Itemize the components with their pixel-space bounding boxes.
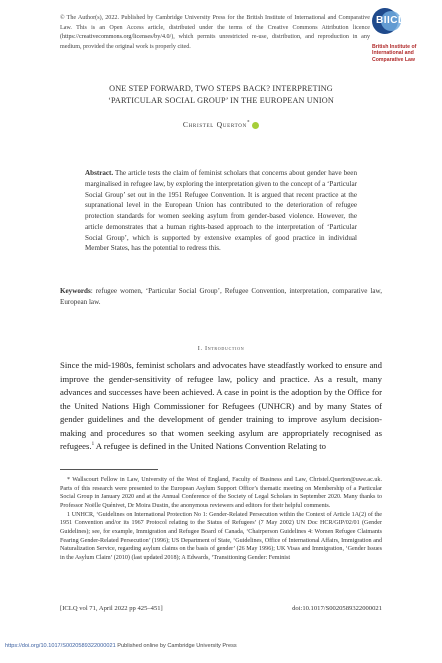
logo-line-2: International and: [372, 50, 414, 57]
author-byline: [60, 120, 382, 129]
footnotes: [60, 476, 382, 563]
footnote-star: [60, 476, 382, 511]
footnote-star-text: Wallscourt Fellow in Law, University of the West of England, Faculty of Business and Law,: [70, 477, 308, 483]
footnote-divider: [60, 469, 158, 470]
logo-line-3: Comparative Law: [372, 56, 415, 63]
abstract-label: Abstract.: [85, 169, 114, 177]
biicl-logo: [372, 8, 434, 63]
footnote-1: [60, 511, 382, 563]
license-link[interactable]: https://creativecommons.org/licenses/by/4.0/: [62, 34, 172, 41]
footnote-star-rest: . Parts of this research were presented to the European Asylum Support Office’s thematic meeting on Membership of a Particular Social Group in January 2020 and at the Annual Conference of the Society of Legal Scholars in September 2020. Many thanks to Professor Noëlle Quénivet, Dr Moira Dustin, the anonymous reviewers and editors for their helpful comments.: [60, 477, 382, 509]
logo-line-1: British Institute of: [372, 44, 417, 50]
doi-link[interactable]: https://doi.org/10.1017/S0020589322000021: [5, 643, 116, 649]
published-online-text: Published online by Cambridge University Press: [115, 643, 237, 649]
logo-text: [372, 44, 434, 63]
author-name: Christel Querton: [182, 120, 247, 129]
keywords-label: Keywords: [60, 287, 91, 295]
keywords-text: : refugee women, ‘Particular Social Group’, Refugee Convention, interpretation, comparative law, European law.: [60, 287, 382, 306]
abstract: [85, 168, 357, 254]
section-heading: I. Introduction: [197, 345, 245, 352]
body-text-a: Since the mid-1980s, feminist scholars and advocates have steadfastly worked to ensure and improve the gender-sensitivity of refugee law, policy and practice. As a result, many advances and successes have been achieved. A case in point is the adoption by the Office for the United Nations High Commissioner for Refugees (UNHCR) and by many States of gender guidelines and the development of gender training to improve asylum decision-making and procedures so that women seeking asylum are appropriately recognised as refugees.: [60, 360, 382, 451]
title-line-2: ‘PARTICULAR SOCIAL GROUP’ IN THE EUROPEAN UNION: [108, 95, 334, 105]
title-line-1: ONE STEP FORWARD, TWO STEPS BACK? INTERPRETING: [109, 84, 333, 93]
journal-footer: [60, 605, 382, 612]
copyright-text: © The Author(s), 2022. Published by Cambridge University Press for the British Institute of International and Comparative Law. This is an Open Access article, distributed under the terms of the Creative Commons Attribution licence (: [60, 15, 370, 41]
article-title: [60, 83, 382, 106]
cambridge-bottom-bar: [5, 643, 237, 649]
orcid-icon[interactable]: [252, 122, 259, 129]
author-footnote-marker[interactable]: *: [246, 120, 251, 126]
doi-text: doi:10.1017/S0020589322000021: [292, 605, 382, 612]
copyright-notice: [60, 14, 370, 53]
body-text-b: A refugee is defined in the United Nations Convention Relating to: [94, 441, 326, 451]
copyright-text-end: ), which permits unrestricted re-use, distribution, and reproduction in any medium, provided the original work is properly cited.: [60, 34, 370, 51]
footnote-ref-1[interactable]: 1: [91, 442, 95, 448]
footnote-star-marker: *: [67, 477, 71, 483]
abstract-text: The article tests the claim of feminist scholars that concerns about gender have been marginalised in refugee law, by exploring the interpretation given to the concept of a ‘Particular Social Group’ set out in the 1951 Refugee Convention. It is argued that recent practice at the supranational level in the European Union has contributed to the deterioration of refugee protection standards for women seeking asylum from gender-based violence. However, the article demonstrates that a human rights-based approach to the interpretation of ‘Particular Social Group’, which is supported by extensive examples of good practice in individual Member States, has the potential to redress this.: [85, 169, 357, 253]
biicl-logo-mark: [372, 8, 405, 34]
footnote-1-text: UNHCR, ‘Guidelines on International Protection No 1: Gender-Related Persecution within the Context of Article 1A(2) of the 1951 Convention and/or its 1967 Protocol relating to the Status of Refugees’ (7 May 2002) UN Doc HCR/GIP/02/01 (Gender Guidelines); see, for example, Immigration and Refugee Board of Canada, ‘Chairperson Guidelines 4: Women Refugee Claimants Fearing Gender-Related Persecution’ (1996); US Department of State, ‘Guidelines, Office of International Affairs, Immigration and Naturalization Service, regarding asylum claims on the basis of gender’ (26 May 1996); UK Visas and Immigration, ‘Gender Issues in the Asylum Claim’ (2010) (last updated 2018); A Edwards, ‘Transitioning Gender: Feminist: [60, 511, 382, 561]
body-paragraph: [60, 359, 382, 454]
keywords: [60, 286, 382, 308]
logo-letters: BIICL: [376, 15, 405, 26]
journal-citation: [ICLQ vol 71, April 2022 pp 425–451]: [60, 605, 163, 612]
author-email-link[interactable]: Christel.Querton@uwe.ac.uk: [309, 477, 381, 483]
footnote-1-marker: 1: [67, 511, 71, 518]
